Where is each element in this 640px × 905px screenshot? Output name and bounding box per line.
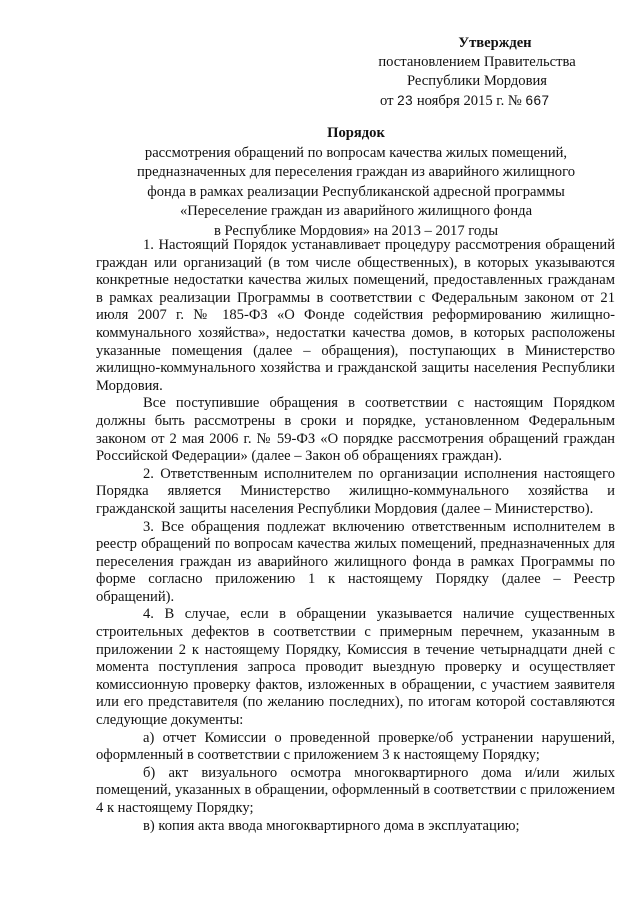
date-number: 667 xyxy=(525,93,550,108)
approval-line-1: постановлением Правительства xyxy=(378,54,576,70)
document-heading xyxy=(96,124,616,241)
paragraph-2: 2. Ответственным исполнителем по организации исполнения настоящего Порядка является Министерство жилищно-коммунального хозяйства и гражданской защиты населения Республики Мордовия (далее – Министерство). xyxy=(96,465,615,517)
heading-line-3: фонда в рамках реализации Республиканской адресной программы xyxy=(147,183,565,200)
paragraph-1-cont: Все поступившие обращения в соответствии с настоящим Порядком должны быть рассмотрены в сроки и порядке, установленном Федеральным законом от 2 мая 2006 г. № 59-ФЗ «О порядке рассмотрения обращений граждан Российской Федерации» (далее – Закон об обращениях граждан). xyxy=(96,395,615,465)
approval-stamp xyxy=(372,34,582,111)
heading-line-1: рассмотрения обращений по вопросам качества жилых помещений, xyxy=(144,144,568,161)
approval-date xyxy=(372,91,582,111)
heading-line-4: «Переселение граждан из аварийного жилищного фонда xyxy=(179,203,533,219)
paragraph-4a: а) отчет Комиссии о проведенной проверке/об устранении нарушений, оформленный в соответствии с приложением 3 к настоящему Порядку; xyxy=(96,729,615,764)
paragraph-4b: б) акт визуального осмотра многоквартирного дома и/или жилых помещений, указанных в обращении, оформленный в соответствии с приложением 4 к настоящему Порядку; xyxy=(96,764,615,816)
approval-line-2: Республики Мордовия xyxy=(406,73,547,89)
date-month-year: ноября 2015 г. № xyxy=(416,93,522,109)
document-title: Порядок xyxy=(327,125,385,141)
paragraph-4: 4. В случае, если в обращении указывается наличие существенных строительных дефектов в соответствии с примерным перечнем, указанным в приложении 2 к настоящему Порядку, Комиссия в течение четырнадцати дней с момента поступления запроса проводит выездную проверку и осуществляет комиссионную проверку фактов, изложенных в обращении, с участием заявителя или его представителя (по желанию последних), по итогам которой составляются следующие документы: xyxy=(96,606,615,729)
date-prefix: от xyxy=(380,93,394,109)
approval-title: Утвержден xyxy=(458,35,532,51)
date-day: 23 xyxy=(397,93,414,108)
heading-line-5: в Республике Мордовия» на 2013 – 2017 годы xyxy=(213,222,499,239)
document-body xyxy=(96,237,615,835)
paragraph-1: 1. Настоящий Порядок устанавливает процедуру рассмотрения обращений граждан или организаций (в том числе общественных), в которых указываются конкретные недостатки качества жилых помещений, предоставленных гражданам в рамках реализации Программы в соответствии с Федеральным законом от 21 июля 2007 г. № 185-ФЗ «О Фонде содействия реформированию жилищно-коммунального хозяйства», недостатки качества домов, в которых расположены указанные помещения (далее – обращения), поступающих в Министерство жилищно-коммунального хозяйства и гражданской защиты населения Республики Мордовия. xyxy=(96,237,615,394)
paragraph-4c: в) копия акта ввода многоквартирного дома в эксплуатацию; xyxy=(143,817,520,834)
paragraph-3: 3. Все обращения подлежат включению ответственным исполнителем в реестр обращений по вопросам качества жилых помещений, предназначенных для переселения граждан из аварийного жилищного фонда в рамках Программы по форме согласно приложению 1 к настоящему Порядку (далее – Реестр обращений). xyxy=(96,518,615,605)
heading-line-2: предназначенных для переселения граждан из аварийного жилищного xyxy=(136,164,576,180)
